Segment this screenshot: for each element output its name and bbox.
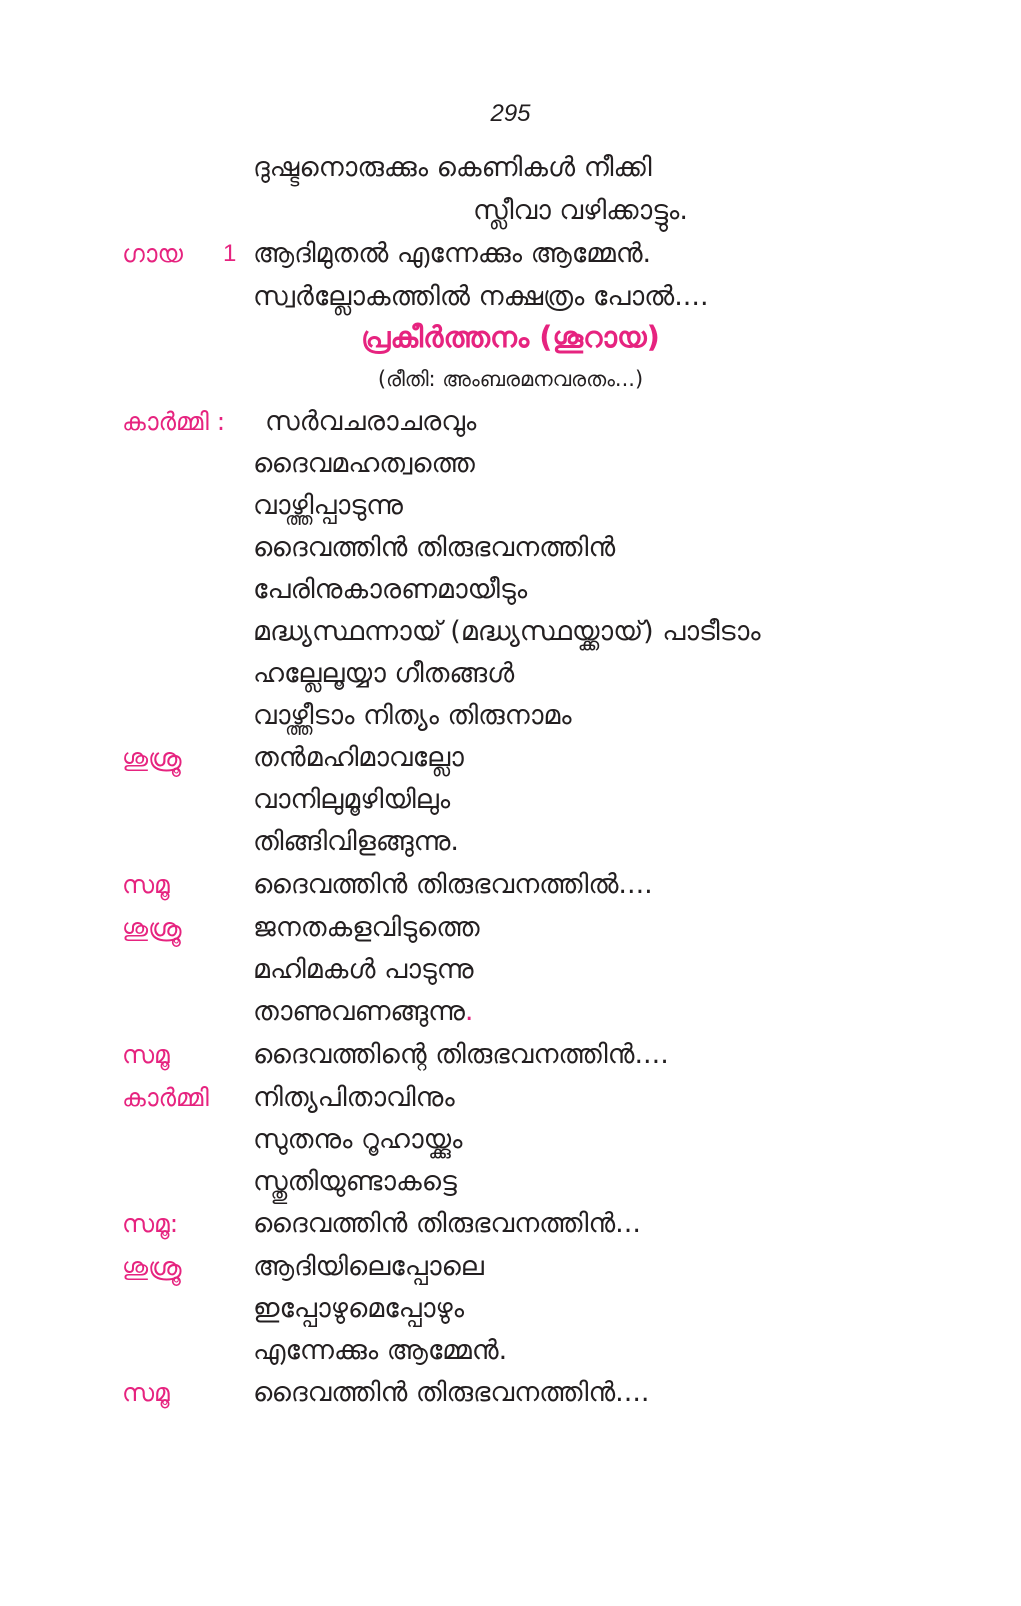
text-line xyxy=(0,232,1021,275)
tune-note: (രീതി: അംബരമനവരതം...) xyxy=(377,367,644,391)
line-text: വാഴ്ത്തീടാം നിത്യം തിരുനാമം xyxy=(253,700,572,731)
line-text: ഹല്ലേലൂയ്യാ ഗീതങ്ങൾ xyxy=(253,658,515,689)
line-text: പേരിനുകാരണമായീടും xyxy=(253,574,528,605)
line-text: മഹിമകൾ പാടുന്നു xyxy=(253,954,474,985)
speaker-label: ശുശ്രൂ xyxy=(122,913,182,942)
speaker-label: കാർമ്മി : xyxy=(122,407,226,436)
chant-line xyxy=(0,906,1021,949)
pink-period: . xyxy=(464,996,474,1027)
chant-line xyxy=(0,400,1021,443)
chant-line xyxy=(0,1245,1021,1288)
line-text: വാനിലുമൂഴിയിലും xyxy=(253,784,451,815)
verse-number: 1 xyxy=(223,240,237,267)
chant-line xyxy=(0,652,1021,695)
line-text: ദൈവത്തിൻ തിരുഭവനത്തിൽ.... xyxy=(253,869,653,900)
line-text xyxy=(253,990,473,1033)
line-text: ആദിയിലെപ്പോലെ xyxy=(253,1251,484,1282)
speaker-label: സമൂ xyxy=(122,1040,170,1069)
chant-line xyxy=(0,990,1021,1033)
line-text: സ്തുതിയുണ്ടാകട്ടെ xyxy=(253,1166,457,1197)
line-text: ഇപ്പോഴുമെപ്പോഴും xyxy=(253,1293,465,1324)
chant-line xyxy=(0,484,1021,527)
line-text: വാഴ്ത്തിപ്പാടുന്നു xyxy=(253,490,403,521)
text-line xyxy=(0,146,1021,189)
speaker-label: കാർമ്മി xyxy=(122,1083,209,1112)
line-text: എന്നേക്കും ആമ്മേൻ. xyxy=(253,1335,508,1366)
line-text: ദൈവത്തിൻ തിരുഭവനത്തിൻ.... xyxy=(253,1377,650,1408)
line-text: തൻമഹിമാവല്ലോ xyxy=(253,742,464,773)
line-text: ആദിമുതൽ എന്നേക്കും ആമ്മേൻ. xyxy=(253,238,652,269)
chant-line xyxy=(0,1118,1021,1161)
chant-line xyxy=(0,1033,1021,1076)
line-text: ദൈവത്തിൻ തിരുഭവനത്തിൻ xyxy=(253,532,616,563)
speaker-label: സമൂ xyxy=(122,870,170,899)
line-text: സർവചരാചരവും xyxy=(265,406,477,437)
chant-line xyxy=(0,694,1021,737)
line-text: ദൈവമഹത്വത്തെ xyxy=(253,448,475,479)
line-text: ദൈവത്തിൻ തിരുഭവനത്തിൻ... xyxy=(253,1208,641,1239)
line-text: തിങ്ങിവിളങ്ങുന്നു. xyxy=(253,826,459,857)
chant-line xyxy=(0,442,1021,485)
chant-line xyxy=(0,1076,1021,1119)
chant-line xyxy=(0,778,1021,821)
text-line xyxy=(0,189,1021,232)
line-text: നിത്യപിതാവിനും xyxy=(253,1082,455,1113)
line-text: മദ്ധ്യസ്ഥന്നായ് (മദ്ധ്യസ്ഥയ്ക്കായ്) പാടീടാം xyxy=(253,616,761,647)
line-text: സുതനും റൂഹായ്ക്കും xyxy=(253,1124,463,1155)
line-text: ജനതകളവിടുത്തെ xyxy=(253,912,480,943)
line-text: സ്വർല്ലോകത്തിൽ നക്ഷത്രം പോൽ.... xyxy=(253,281,709,312)
chant-line xyxy=(0,1202,1021,1245)
chant-line xyxy=(0,568,1021,611)
chant-line xyxy=(0,863,1021,906)
chant-line xyxy=(0,1287,1021,1330)
chant-line xyxy=(0,610,1021,653)
page-number: 295 xyxy=(490,100,531,127)
line-text-body: താണുവണങ്ങുന്നു xyxy=(253,996,465,1027)
speaker-label: ഗായ xyxy=(122,239,183,268)
chant-line xyxy=(0,820,1021,863)
speaker-label: സമൂ: xyxy=(122,1209,179,1238)
chant-line xyxy=(0,736,1021,779)
line-text: ദൈവത്തിന്റെ തിരുഭവനത്തിൻ.... xyxy=(253,1039,669,1070)
chant-line xyxy=(0,526,1021,569)
speaker-label: സമൂ xyxy=(122,1378,170,1407)
chant-line xyxy=(0,1371,1021,1414)
section-heading: പ്രകീർത്തനം (ശൂറായ) xyxy=(361,320,660,354)
line-text: ദുഷ്ടനൊരുക്കും കെണികൾ നീക്കി xyxy=(253,152,652,183)
speaker-label: ശുശ്രൂ xyxy=(122,743,182,772)
speaker-label: ശുശ്രൂ xyxy=(122,1252,182,1281)
chant-line xyxy=(0,1329,1021,1372)
text-line xyxy=(0,275,1021,318)
line-text: സ്ലീവാ വഴിക്കാട്ടും. xyxy=(473,195,688,226)
chant-line xyxy=(0,948,1021,991)
chant-line xyxy=(0,1160,1021,1203)
